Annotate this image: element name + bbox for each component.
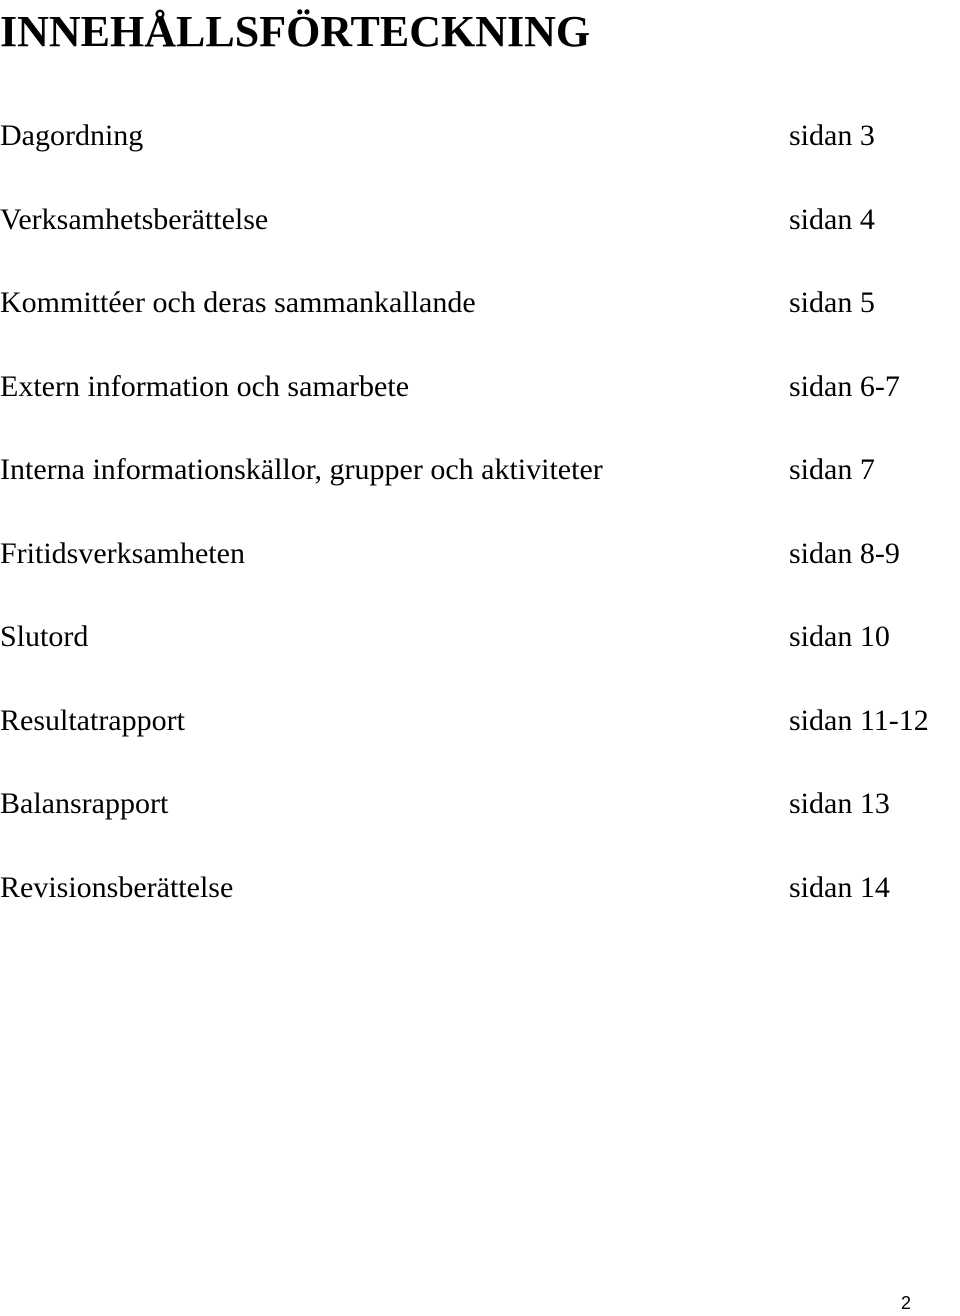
toc-entry-page: sidan 7 — [789, 453, 875, 486]
toc-entry-title: Slutord — [0, 620, 89, 653]
toc-entry-page: sidan 5 — [789, 286, 875, 319]
table-of-contents — [0, 112, 960, 947]
page-number: 2 — [901, 1293, 912, 1313]
toc-entry-fritidsverksamheten[interactable] — [0, 530, 960, 614]
toc-entry-balansrapport[interactable] — [0, 780, 960, 864]
toc-entry-page: sidan 4 — [789, 202, 875, 236]
toc-entry-title: Extern information och samarbete — [0, 369, 410, 403]
toc-entry-page: sidan 10 — [789, 620, 890, 653]
toc-entry-title: Resultatrapport — [0, 703, 185, 737]
toc-entry-verksamhetsberattelse[interactable] — [0, 196, 960, 280]
toc-entry-title: Dagordning — [0, 119, 144, 152]
toc-entry-page: sidan 11-12 — [789, 703, 929, 737]
toc-entry-page: sidan 3 — [789, 119, 875, 152]
toc-entry-page: sidan 14 — [789, 870, 890, 904]
toc-entry-kommitteer[interactable] — [0, 279, 960, 363]
toc-entry-page: sidan 6-7 — [789, 369, 900, 403]
toc-entry-interna-informationskallor[interactable] — [0, 446, 960, 530]
page-title: INNEHÅLLSFÖRTECKNING — [0, 7, 591, 56]
toc-entry-page: sidan 8-9 — [789, 536, 900, 570]
toc-entry-title: Verksamhetsberättelse — [0, 202, 269, 236]
toc-entry-dagordning[interactable] — [0, 112, 960, 196]
toc-entry-title: Balansrapport — [0, 787, 169, 820]
toc-entry-title: Fritidsverksamheten — [0, 536, 245, 570]
toc-entry-title: Kommittéer och deras sammankallande — [0, 286, 476, 319]
toc-entry-page: sidan 13 — [789, 787, 890, 820]
toc-entry-revisionsberattelse[interactable] — [0, 864, 960, 948]
toc-entry-extern-information[interactable] — [0, 363, 960, 447]
toc-entry-resultatrapport[interactable] — [0, 697, 960, 781]
toc-entry-slutord[interactable] — [0, 613, 960, 697]
toc-entry-title: Revisionsberättelse — [0, 870, 234, 904]
toc-entry-title: Interna informationskällor, grupper och aktiviteter — [0, 453, 603, 486]
